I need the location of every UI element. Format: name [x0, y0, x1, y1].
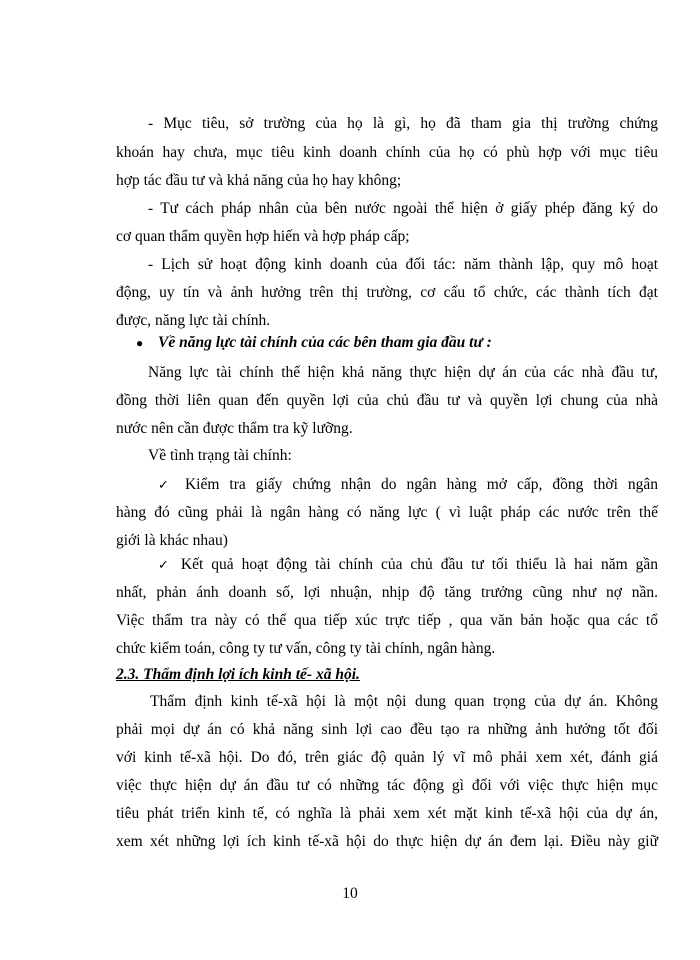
paragraph-line: được, năng lực tài chính.	[116, 312, 271, 329]
paragraph-line: chức kiểm toán, công ty tư vấn, công ty tài chính, ngân hàng.	[116, 640, 496, 657]
paragraph-line: nước nên cần được thẩm tra kỹ lưỡng.	[116, 420, 353, 437]
section-heading: 2.3. Thẩm định lợi ích kinh tế- xã hội.	[116, 666, 360, 683]
checkmark-icon: ✓	[158, 478, 175, 493]
paragraph-line: động, uy tín và ảnh hưởng trên thị trường, cơ cấu tổ chức, các thành tích đạt	[116, 284, 658, 301]
paragraph-line: xem xét những lợi ích kinh tế-xã hội do thực hiện dự án đem lại. Điều này giữ	[116, 833, 658, 850]
bullet-item	[136, 333, 492, 353]
paragraph-line: nhất, phản ánh doanh số, lợi nhuận, nhịp độ tăng trưởng cũng như nợ nần.	[116, 584, 658, 601]
paragraph-line: giới là khác nhau)	[116, 532, 228, 549]
page-number: 10	[342, 885, 358, 902]
paragraph-line: - Tư cách pháp nhân của bên nước ngoài thể hiện ở giấy phép đăng ký do	[148, 200, 658, 217]
check-item-text: Kết quả hoạt động tài chính của chủ đầu tư tối thiểu là hai năm gần	[180, 556, 658, 573]
paragraph-line: phải mọi dự án có khả năng sinh lợi cao đều tạo ra những ảnh hưởng tốt đối	[116, 721, 658, 738]
paragraph-line: tiêu phát triển kinh tế, có nghĩa là phải xem xét mặt kinh tế-xã hội của dự án,	[116, 805, 658, 822]
check-item	[158, 555, 658, 575]
paragraph-line: - Lịch sử hoạt động kinh doanh của đối tác: năm thành lập, quy mô hoạt	[148, 256, 658, 273]
paragraph-line: hợp tác đầu tư và khả năng của họ hay không;	[116, 172, 402, 189]
check-item	[158, 475, 658, 495]
paragraph-line: - Mục tiêu, sở trường của họ là gì, họ đã tham gia thị trường chứng	[148, 115, 658, 132]
checkmark-icon: ✓	[158, 558, 173, 573]
paragraph-line: Việc thẩm tra này có thể qua tiếp xúc trực tiếp , qua văn bản hoặc qua các tổ	[116, 612, 658, 629]
paragraph-line: với kinh tế-xã hội. Do đó, trên giác độ quản lý vĩ mô phải xem xét, đánh giá	[116, 749, 658, 766]
bullet-icon: ●	[136, 336, 144, 351]
paragraph-line: hàng đó cũng phải là ngân hàng có năng lực ( vì luật pháp các nước trên thế	[116, 504, 658, 521]
paragraph-line: Về tình trạng tài chính:	[148, 447, 292, 464]
paragraph-line: cơ quan thẩm quyền hợp hiến và hợp pháp cấp;	[116, 228, 410, 245]
paragraph-line: đồng thời liên quan đến quyền lợi của chủ đầu tư và quyền lợi chung của nhà	[116, 392, 658, 409]
paragraph-line: Thẩm định kinh tế-xã hội là một nội dung quan trọng của dự án. Không	[150, 693, 658, 710]
bullet-heading: Về năng lực tài chính của các bên tham gia đầu tư :	[158, 334, 492, 351]
paragraph-line: Năng lực tài chính thể hiện khả năng thực hiện dự án của các nhà đầu tư,	[148, 364, 658, 381]
check-item-text: Kiểm tra giấy chứng nhận do ngân hàng mở cấp, đồng thời ngân	[184, 476, 658, 493]
paragraph-line: việc thực hiện dự án đầu tư có những tác động gì đối với việc thực hiện mục	[116, 777, 658, 794]
paragraph-line: khoán hay chưa, mục tiêu kinh doanh chính của họ có phù hợp với mục tiêu	[116, 144, 658, 161]
